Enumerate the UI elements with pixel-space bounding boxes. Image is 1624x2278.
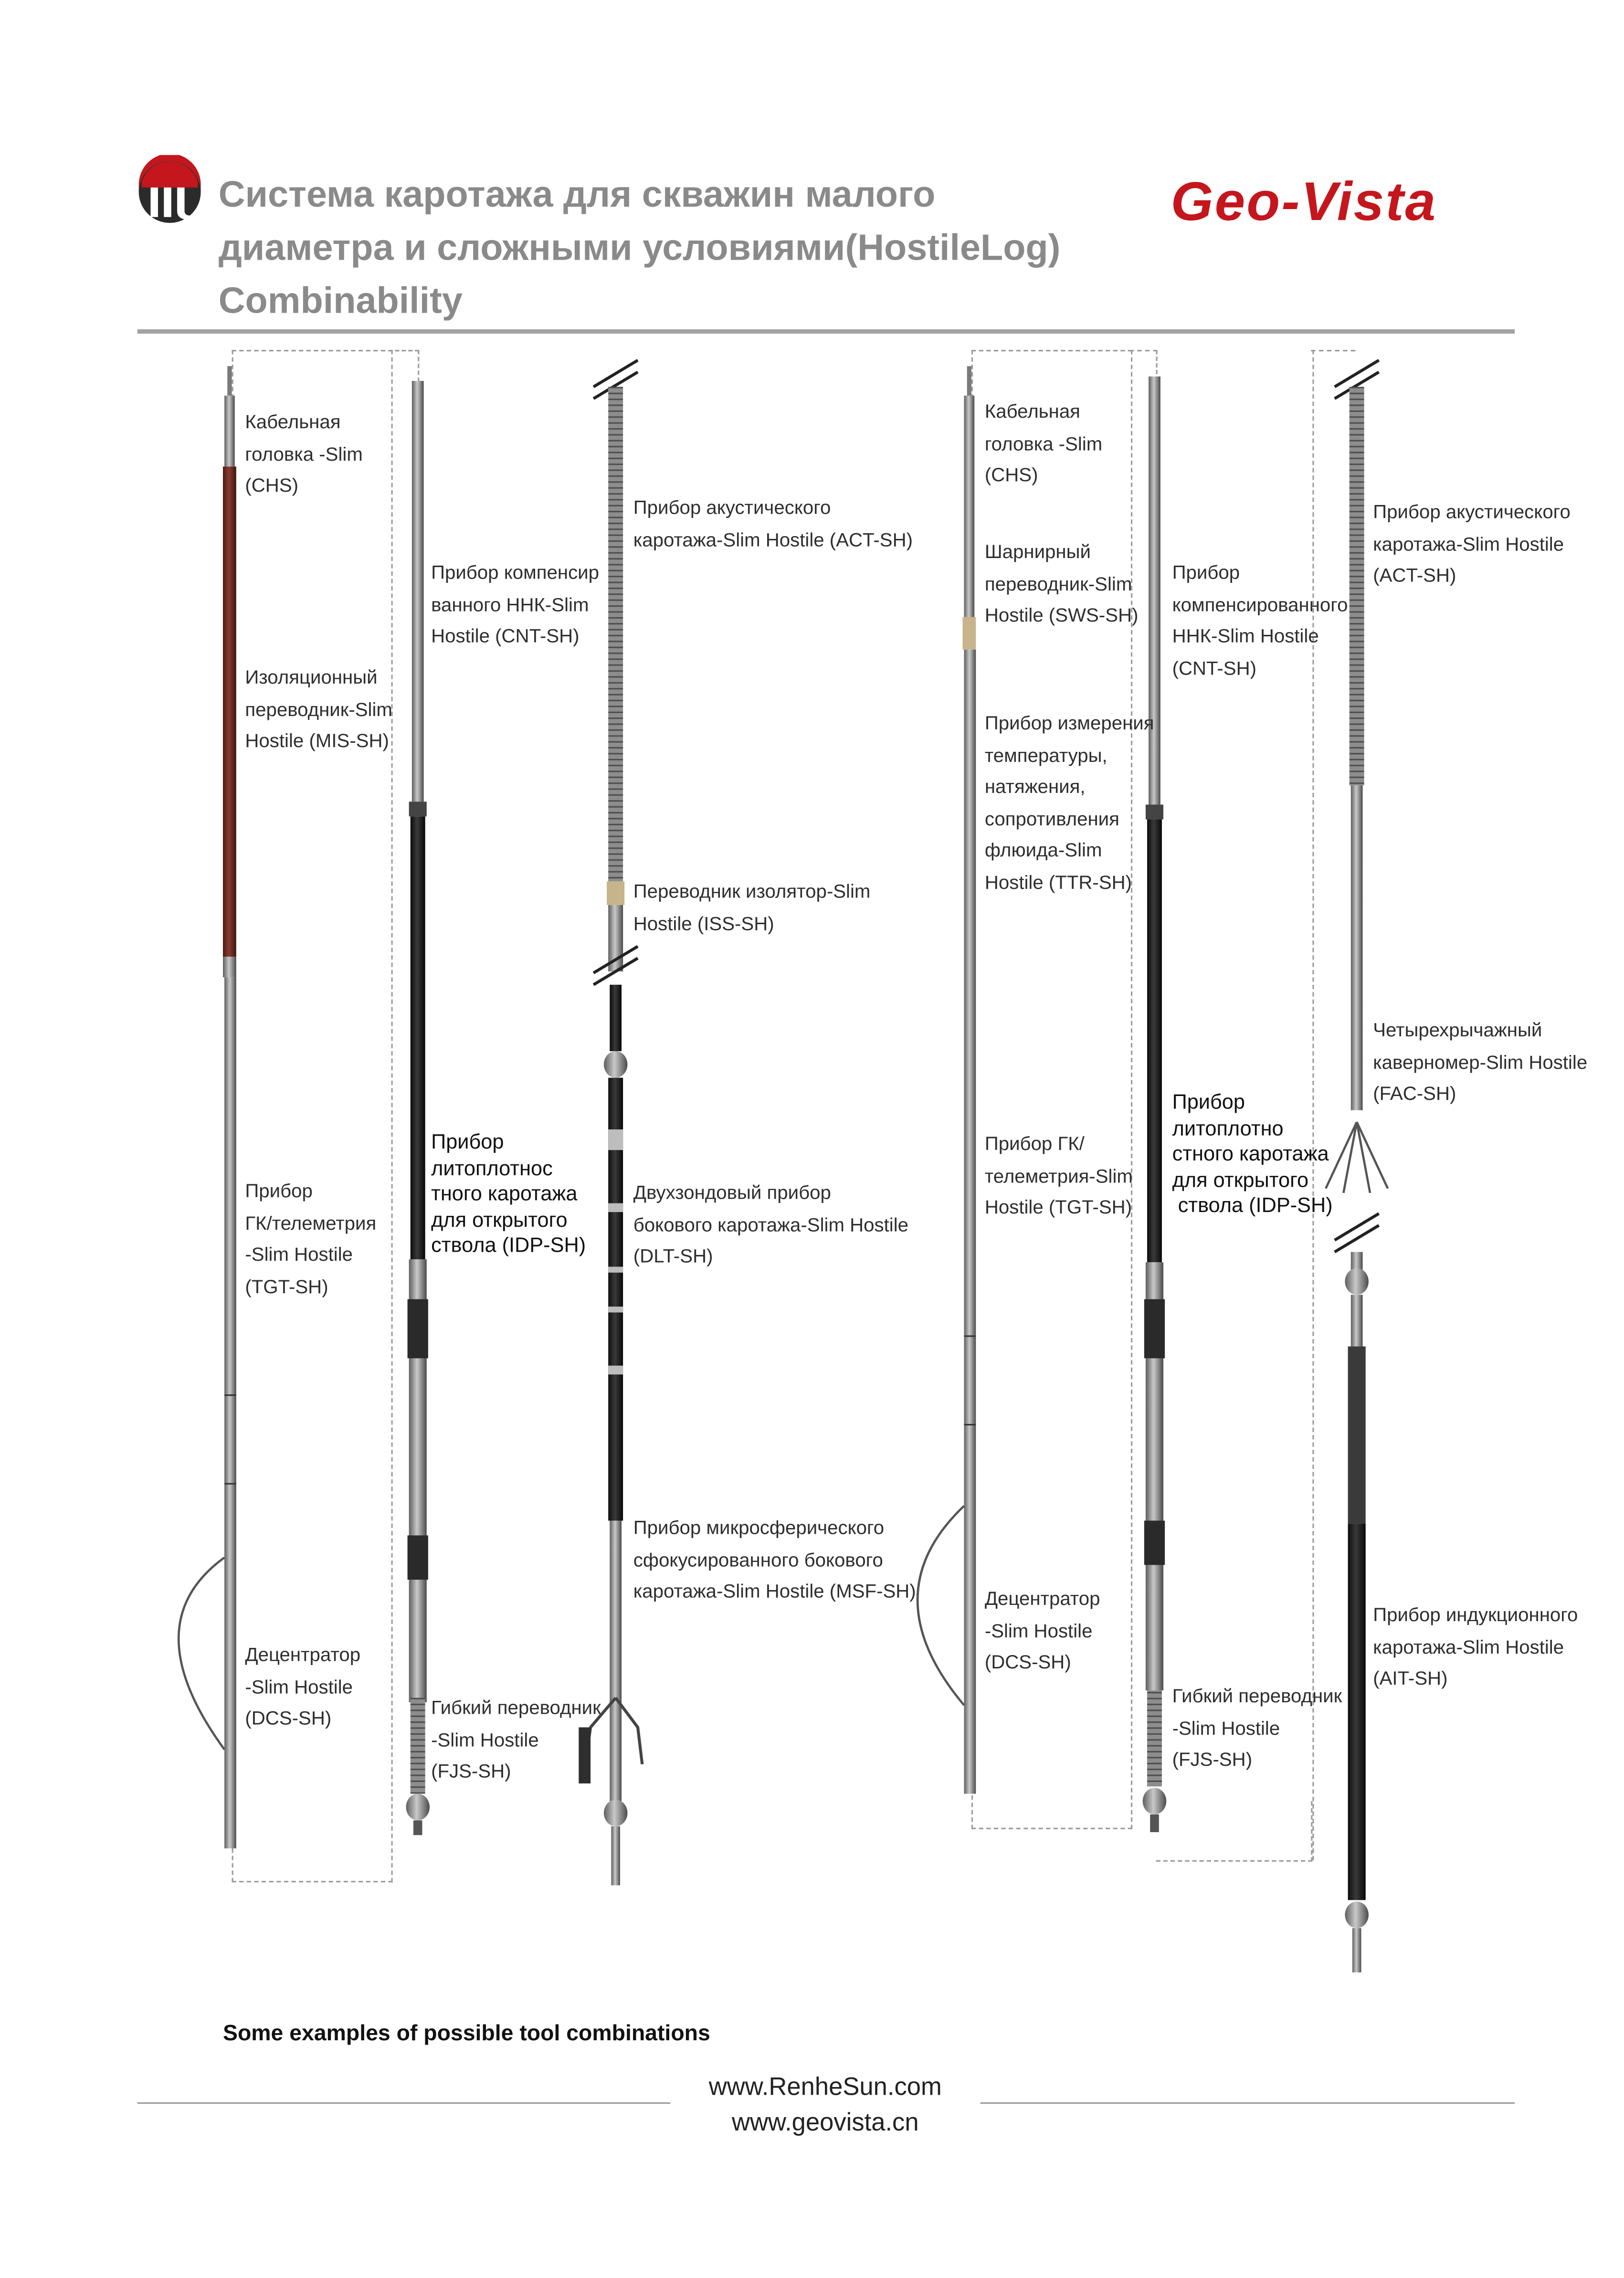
label-combo1-tgt: Прибор ГК/телеметрия -Slim Hostile (TGT-SH) [245,1180,377,1297]
label-combo2-idp: Прибор литоплотно стного каротажа для открытого ствола (IDP-SH) [1172,1089,1333,1217]
flex-joint-fjs [411,1698,425,1794]
ait-head [1345,1268,1368,1295]
combo1-string1 [179,366,236,1848]
cnt-tool [412,381,424,802]
cable-head-tip [967,366,971,396]
bottom-nose [1143,1788,1166,1814]
label-combo2-dcs: Децентратор -Slim Hostile (DCS-SH) [984,1587,1100,1673]
label-combo1-chs: Кабельная головка -Slim (CHS) [245,410,363,496]
dlt-electrode [608,1203,623,1213]
act-tool [608,387,623,881]
ait-neck [1351,1295,1363,1346]
title-line-2: диаметра и сложными условиями(HostileLog) [218,227,1061,269]
act-tool [1350,387,1364,785]
bottom-nose [604,1800,627,1826]
label-combo2-fac: Четырехрычажный каверномер-Slim Hostile (FAC-SH) [1373,1018,1588,1105]
figure-caption: Some examples of possible tool combinations [222,2021,710,2046]
joint [223,957,236,977]
bottom-tip [1150,1814,1159,1832]
label-combo2-ait: Прибор индукционного каротажа-Slim Hostile (AIT-SH) [1373,1603,1578,1689]
label-combo1-idp: Прибор литоплотнос тного каротажа для открытого ствола (IDP-SH) [431,1129,586,1256]
break-mark [1335,360,1379,387]
dlt-electrode [608,1129,623,1150]
idp-pad [408,1535,428,1580]
label-combo1-dlt: Двухзондовый прибор бокового каротажа-Slim Hostile (DLT-SH) [633,1181,909,1267]
iss-isolator [607,881,624,905]
dlt-head [604,1051,627,1078]
label-combo1-msf: Прибор микросферического сфокусированного бокового каротажа-Slim Hostile (MSF-SH) [633,1516,916,1602]
msf-lower [610,1713,622,1802]
label-combo1-iss: Переводник изолятор-Slim Hostile (ISS-SH) [633,880,871,934]
label-combo1-act: Прибор акустического каротажа-Slim Hostile (ACT-SH) [633,496,913,550]
decentralizer-bow [179,1558,224,1750]
title-line-3: Combinability [218,280,463,322]
website-link-renhesun[interactable]: www.RenheSun.com [708,2073,942,2101]
idp-tool-black [411,816,425,1259]
idp-pad [408,1299,428,1359]
combo2-string2 [1143,377,1166,1832]
cable-head-chs [964,396,975,617]
ait-top [1351,1252,1363,1270]
footer-divider-left [137,2102,670,2104]
label-combo2-sws: Шарнирный переводник-Slim Hostile (SWS-SH) [984,540,1139,626]
cable-head-chs [224,396,235,466]
combo2-string1 [917,366,976,1794]
dlt-electrode [608,1366,623,1375]
ait-upper [1348,1347,1366,1524]
fac-tool [1351,785,1363,1110]
bottom-tip [413,1820,422,1835]
gr-telemetry-tgt [224,977,236,1848]
label-combo1-cnt: Прибор компенсир ванного ННК-Slim Hostile (CNT-SH) [431,561,600,647]
break-mark [593,360,638,387]
footer-divider-right [981,2102,1515,2104]
caliper-arms [1326,1122,1388,1192]
bottom-tip [611,1826,620,1886]
website-link-geovista[interactable]: www.geovista.cn [732,2108,919,2137]
joint [409,802,427,816]
isolation-sub-mis [223,466,236,957]
dlt-top [610,985,622,1051]
label-combo2-fjs: Гибкий переводник -Slim Hostile (FJS-SH) [1172,1684,1342,1771]
label-combo1-dcs: Децентратор -Slim Hostile (DCS-SH) [245,1643,361,1729]
bottom-nose [1345,1901,1368,1928]
label-combo2-act: Прибор акустического каротажа-Slim Hostile (ACT-SH) [1373,500,1571,586]
flex-joint-fjs [1147,1690,1162,1786]
title-line-1: Система каротажа для скважин малого [218,174,936,216]
ait-tool [1348,1524,1366,1900]
label-combo2-cnt: Прибор компенсированного ННК-Slim Hostile (CNT-SH) [1172,561,1348,679]
break-mark [1335,1213,1379,1240]
label-combo1-mis: Изоляционный переводник-Slim Hostile (MIS-SH) [245,665,392,752]
combo1-string2 [406,381,429,1835]
decentralizer-bow [917,1506,964,1706]
idp-pad [1144,1299,1165,1359]
label-combo2-ttr: Прибор измерения температуры, натяжения, сопротивления флюида-Slim Hostile (TTR-SH) [984,711,1154,893]
msf-tool [610,1520,622,1712]
ttr-tool [964,650,976,908]
label-combo2-chs: Кабельная головка -Slim (CHS) [984,400,1103,486]
bottom-tip [1352,1928,1361,1972]
dlt-electrode [608,1267,623,1273]
idp-pad [1144,1520,1165,1565]
dlt-electrode [608,1307,623,1312]
bottom-nose [406,1794,429,1821]
swivel-sws [962,617,976,650]
cable-head-tip [227,366,232,396]
label-combo2-tgt: Прибор ГК/ телеметрия-Slim Hostile (TGT-SH) [984,1132,1133,1218]
label-combo1-fjs: Гибкий переводник -Slim Hostile (FJS-SH) [431,1696,601,1782]
geo-vista-brand-logo: Geo-Vista [1171,171,1437,232]
break-mark [1335,1225,1379,1252]
tgt-tool [964,908,976,1794]
